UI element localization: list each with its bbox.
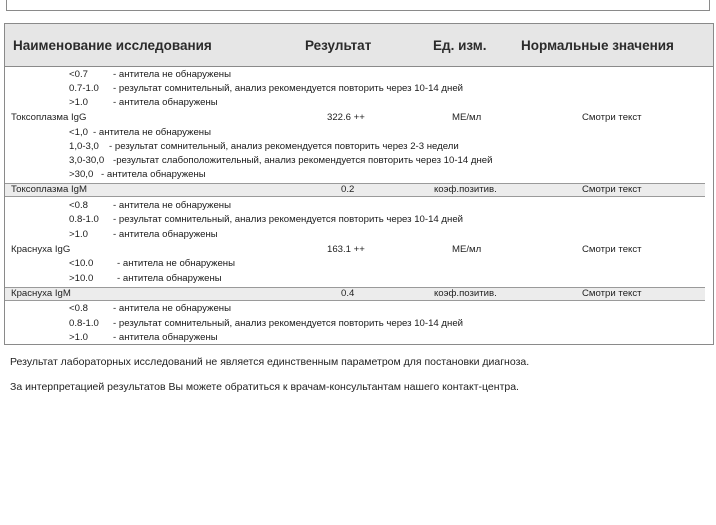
ref-desc: - антитела не обнаружены — [113, 69, 231, 80]
test-norm: Смотри текст — [582, 184, 642, 195]
header-unit: Ед. изм. — [433, 38, 487, 53]
table-header — [5, 24, 713, 67]
ref-code: <0.8 — [69, 303, 88, 314]
ref-desc: - антитела обнаружены — [117, 273, 222, 284]
ref-code: >1.0 — [69, 97, 88, 108]
ref-desc: - антитела не обнаружены — [113, 303, 231, 314]
test-norm: Смотри текст — [582, 288, 642, 299]
disclaimer-note: Результат лабораторных исследований не является единственным параметром для постановки диагноза. — [10, 356, 530, 368]
ref-code: <0.7 — [69, 69, 88, 80]
header-name: Наименование исследования — [13, 38, 212, 53]
header-norm: Нормальные значения — [521, 38, 674, 53]
contact-center-note: За интерпретацией результатов Вы можете обратиться к врачам-консультантам нашего контакт-центра. — [10, 381, 519, 393]
ref-code: <0.8 — [69, 200, 88, 211]
test-name: Краснуха IgG — [11, 244, 71, 255]
test-unit: МЕ/мл — [452, 244, 482, 255]
test-norm: Смотри текст — [582, 112, 642, 123]
ref-code: >1.0 — [69, 332, 88, 343]
test-name: Токсоплазма IgG — [11, 112, 87, 123]
ref-code: 0.7-1.0 — [69, 83, 99, 94]
test-norm: Смотри текст — [582, 244, 642, 255]
ref-desc: - результат сомнительный, анализ рекомендуется повторить через 10-14 дней — [113, 83, 464, 94]
test-result: 0.2 — [341, 184, 355, 195]
ref-desc: - антитела не обнаружены — [93, 127, 211, 138]
ref-code: >1.0 — [69, 229, 88, 240]
previous-section-frame — [6, 0, 710, 11]
header-result: Результат — [305, 38, 372, 53]
ref-desc: - результат сомнительный, анализ рекомендуется повторить через 2-3 недели — [109, 141, 459, 152]
results-table — [4, 23, 714, 345]
ref-desc: - антитела не обнаружены — [113, 200, 231, 211]
test-unit: коэф.позитив. — [434, 184, 497, 195]
ref-code: 1,0-3,0 — [69, 141, 99, 152]
test-result: 0.4 — [341, 288, 355, 299]
ref-code: <1,0 — [69, 127, 88, 138]
ref-desc: - антитела обнаружены — [113, 332, 218, 343]
ref-desc: - антитела обнаружены — [113, 97, 218, 108]
ref-code: 3,0-30,0 — [69, 155, 105, 166]
ref-desc: - результат сомнительный, анализ рекомендуется повторить через 10-14 дней — [113, 214, 464, 225]
ref-desc: - результат сомнительный, анализ рекомендуется повторить через 10-14 дней — [113, 318, 464, 329]
ref-code: >10.0 — [69, 273, 94, 284]
ref-desc: - антитела не обнаружены — [117, 258, 235, 269]
ref-code: >30,0 — [69, 169, 94, 180]
test-result: 163.1 ++ — [327, 244, 365, 255]
ref-code: <10.0 — [69, 258, 94, 269]
ref-desc: - антитела обнаружены — [101, 169, 206, 180]
ref-code: 0.8-1.0 — [69, 214, 99, 225]
test-name: Токсоплазма IgM — [11, 184, 88, 195]
ref-desc: -результат слабоположительный, анализ рекомендуется повторить через 10-14 дней — [113, 155, 493, 166]
ref-code: 0.8-1.0 — [69, 318, 99, 329]
test-unit: МЕ/мл — [452, 112, 482, 123]
test-result: 322.6 ++ — [327, 112, 365, 123]
ref-desc: - антитела обнаружены — [113, 229, 218, 240]
test-unit: коэф.позитив. — [434, 288, 497, 299]
test-name: Краснуха IgM — [11, 288, 71, 299]
